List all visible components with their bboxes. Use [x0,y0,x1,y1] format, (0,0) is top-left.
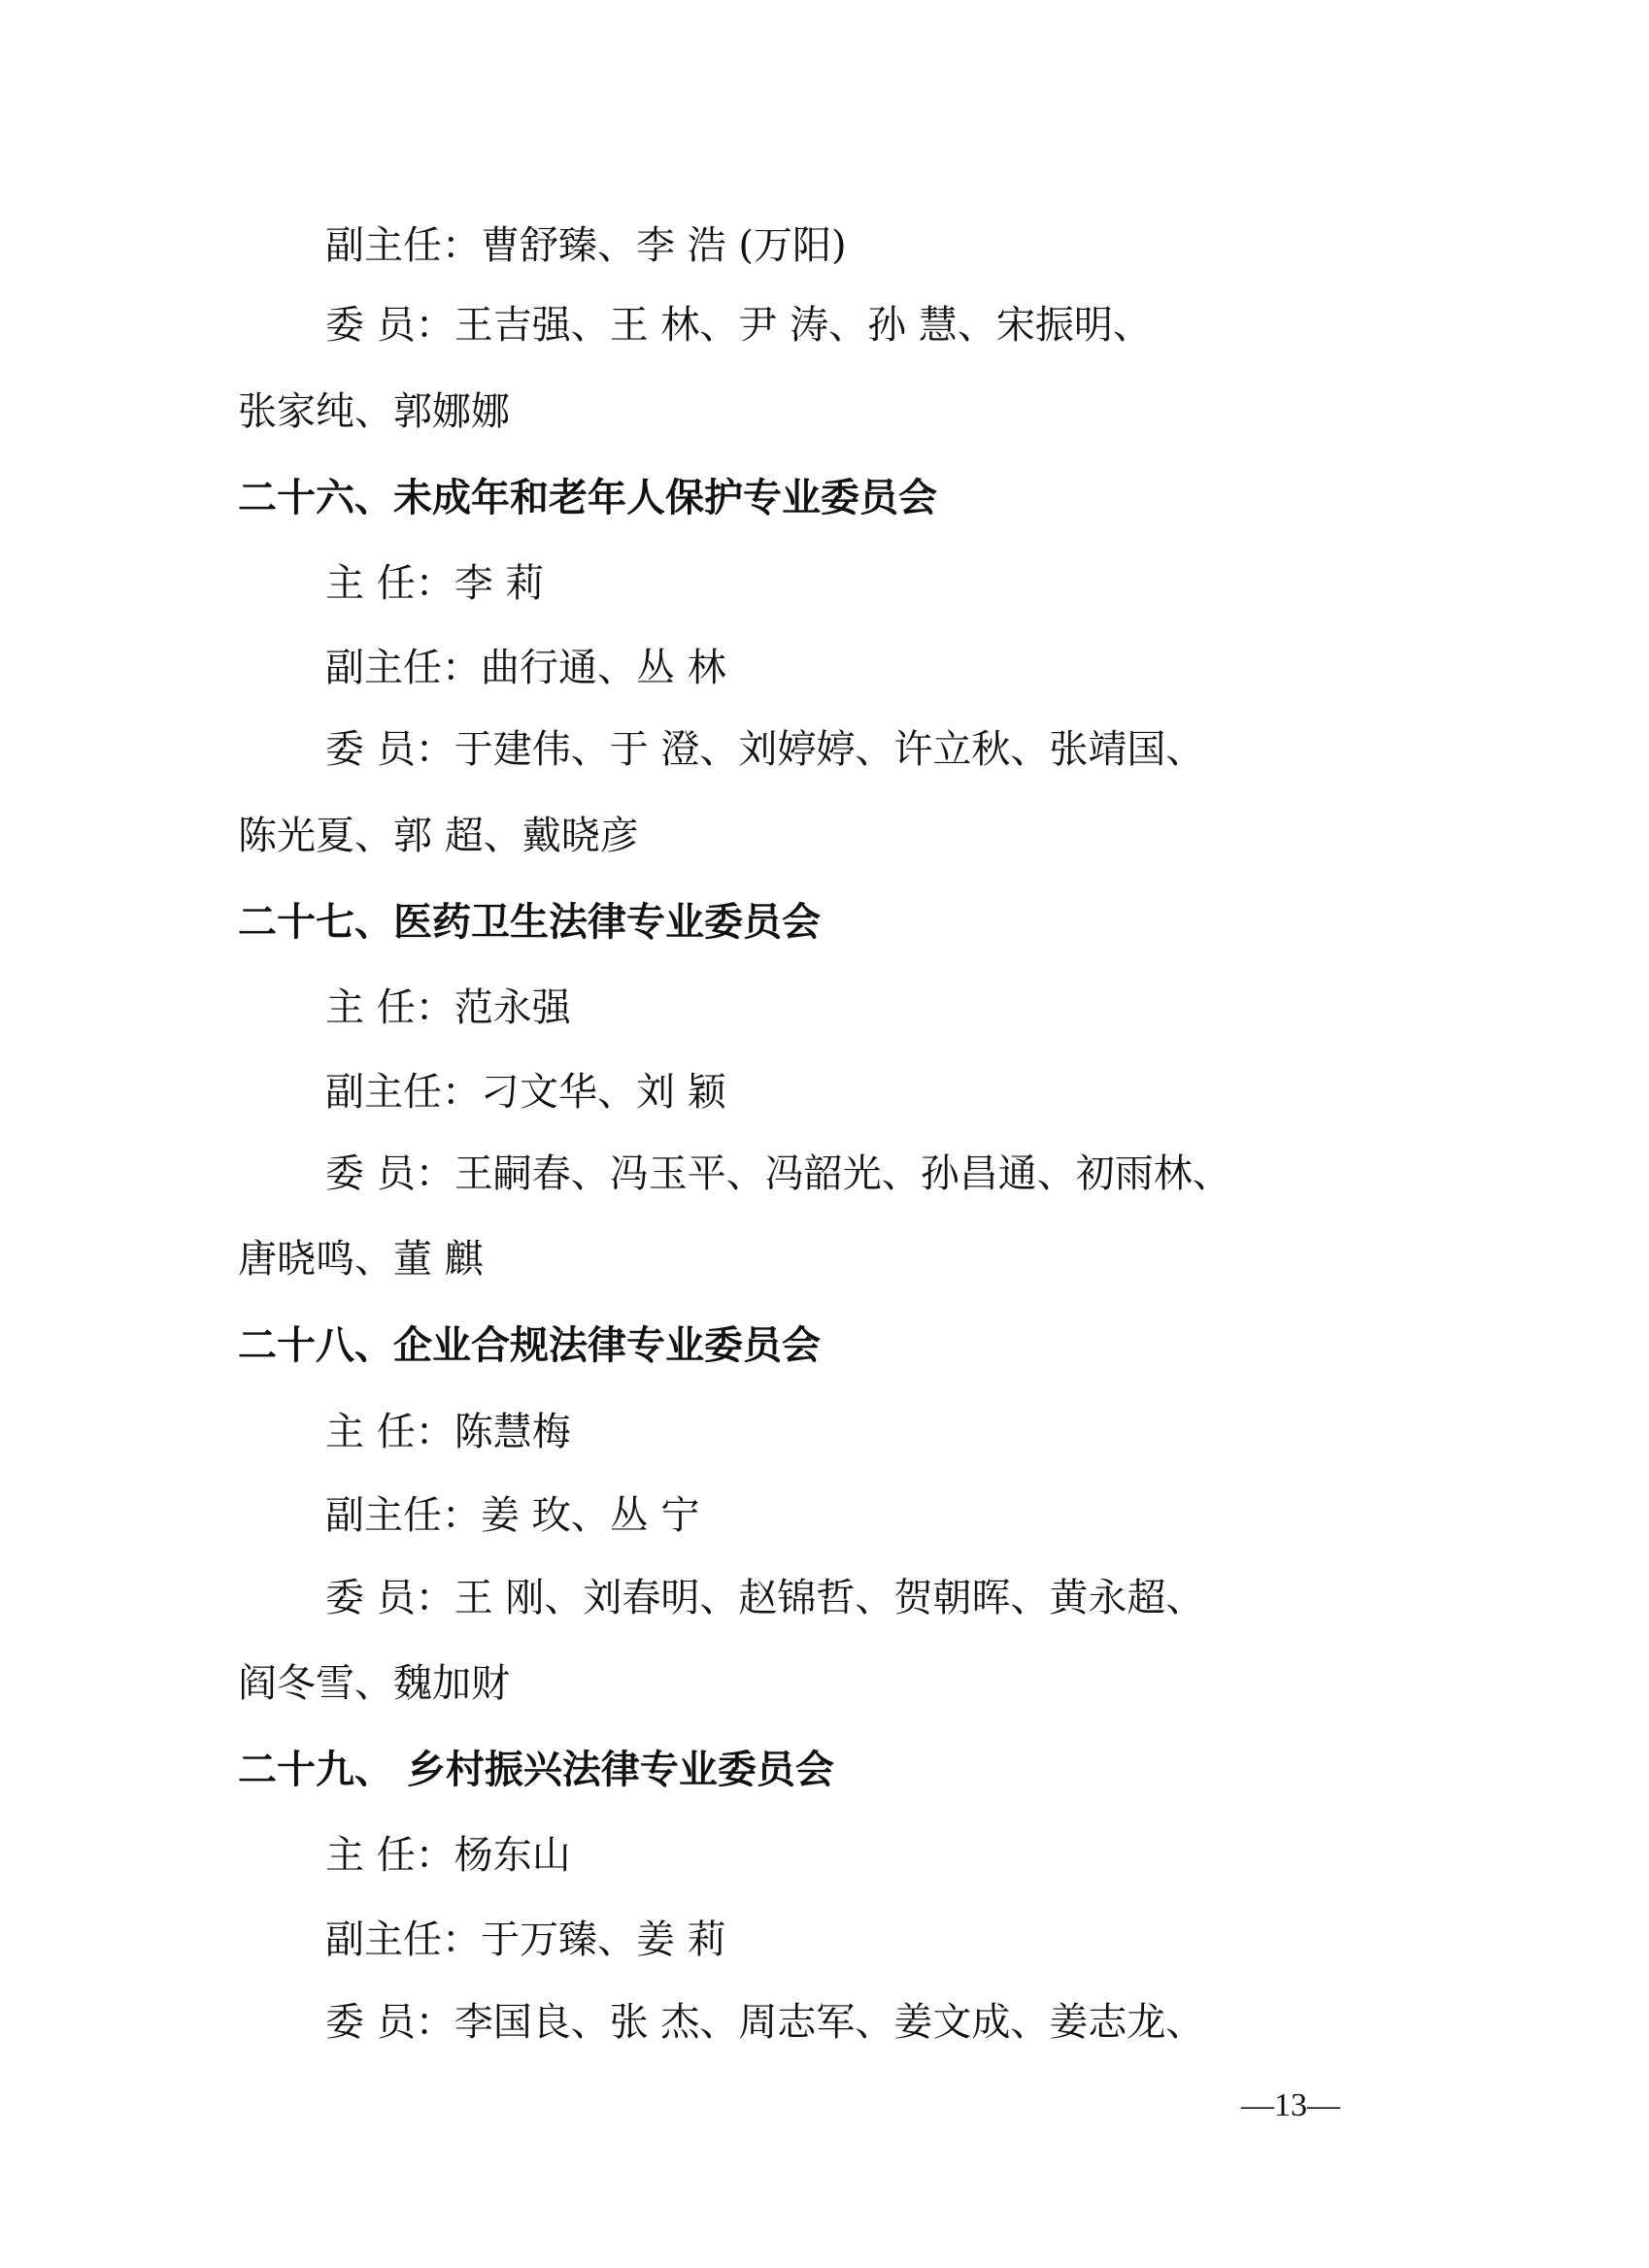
members-line: 委 员：王 刚、刘春明、赵锦哲、贺朝晖、黄永超、 [325,1576,1205,1620]
vice-director-line: 副主任：于万臻、姜 莉 [325,1918,726,1962]
section-heading-27: 二十七、医药卫生法律专业委员会 [238,900,821,945]
director-line: 主 任：杨东山 [325,1833,571,1878]
section-heading-29: 二十九、 乡村振兴法律专业委员会 [238,1748,834,1792]
members-continuation-line: 阎冬雪、魏加财 [238,1661,510,1706]
vice-director-line: 副主任：曲行通、丛 林 [325,646,726,690]
vice-director-line: 副主任：曹舒臻、李 浩 (万阳) [325,223,847,268]
director-line: 主 任：李 莉 [325,561,545,606]
members-line: 委 员：于建伟、于 澄、刘婷婷、许立秋、张靖国、 [325,727,1205,772]
vice-director-line: 副主任：姜 玫、丛 宁 [325,1493,700,1538]
section-heading-28: 二十八、企业合规法律专业委员会 [238,1323,821,1368]
director-line: 主 任：范永强 [325,985,571,1030]
members-line: 委 员：王嗣春、冯玉平、冯韶光、孙昌通、初雨林、 [325,1151,1231,1196]
members-continuation-line: 陈光夏、郭 超、戴晓彦 [238,814,639,858]
members-line: 委 员：李国良、张 杰、周志军、姜文成、姜志龙、 [325,2000,1205,2045]
director-line: 主 任：陈慧梅 [325,1410,571,1454]
members-continuation-line: 张家纯、郭娜娜 [238,389,510,434]
members-continuation-line: 唐晓鸣、董 麒 [238,1237,484,1282]
members-line: 委 员：王吉强、王 林、尹 涛、孙 慧、宋振明、 [325,303,1152,348]
section-heading-26: 二十六、未成年和老年人保护专业委员会 [238,476,937,520]
page-number: —13— [1241,2087,1340,2123]
vice-director-line: 副主任：刁文华、刘 颖 [325,1070,726,1115]
